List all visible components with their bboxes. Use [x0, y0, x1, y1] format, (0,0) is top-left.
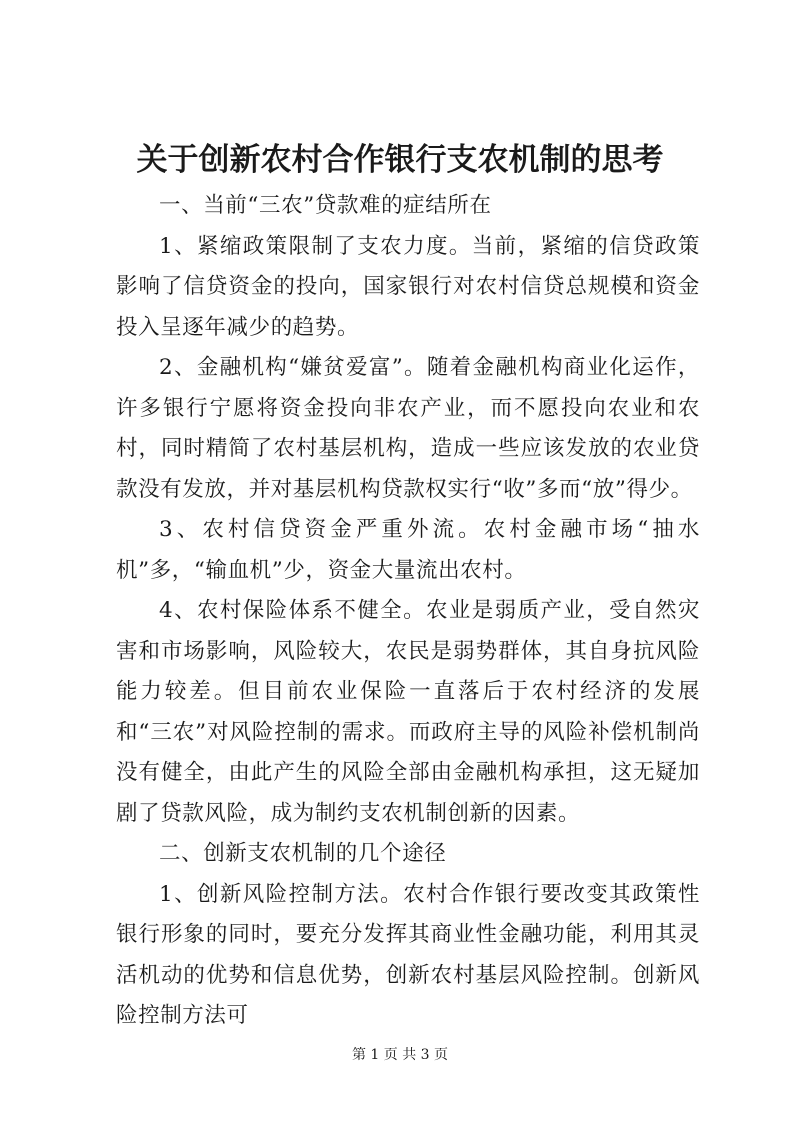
section-heading-1: 一、当前“三农”贷款难的症结所在 [159, 193, 492, 218]
paragraph-1: 1、紧缩政策限制了支农力度。当前，紧缩的信贷政策影响了信贷资金的投向，国家银行对农村信贷总规模和资金投入呈逐年减少的趋势。 [116, 233, 700, 340]
paragraph-2: 2、金融机构“嫌贫爱富”。随着金融机构商业化运作，许多银行宁愿将资金投向非农产业，而不愿投向农业和农村，同时精简了农村基层机构，造成一些应该发放的农业贷款没有发放，并对基层机构贷款权实行“收”多而“放”得少。 [116, 355, 700, 502]
page-footer: 第 1 页 共 3 页 [351, 1047, 449, 1063]
section-heading-2: 二、创新支农机制的几个途径 [159, 841, 447, 866]
document-body [116, 186, 700, 1037]
paragraph-4: 4、农村保险体系不健全。农业是弱质产业，受自然灾害和市场影响，风险较大，农民是弱势群体，其自身抗风险能力较差。但目前农业保险一直落后于农村经济的发展和“三农”对风险控制的需求。而政府主导的风险补偿机制尚没有健全，由此产生的风险全部由金融机构承担，这无疑加剧了贷款风险，成为制约支农机制创新的因素。 [116, 598, 700, 826]
paragraph-5: 1、创新风险控制方法。农村合作银行要改变其政策性银行形象的同时，要充分发挥其商业性金融功能，利用其灵活机动的优势和信息优势，创新农村基层风险控制。创新风险控制方法可 [116, 881, 700, 1028]
paragraph-3: 3、农村信贷资金严重外流。农村金融市场“抽水机”多，“输血机”少，资金大量流出农村。 [116, 517, 700, 583]
document-title: 关于创新农村合作银行支农机制的思考 [136, 142, 664, 178]
